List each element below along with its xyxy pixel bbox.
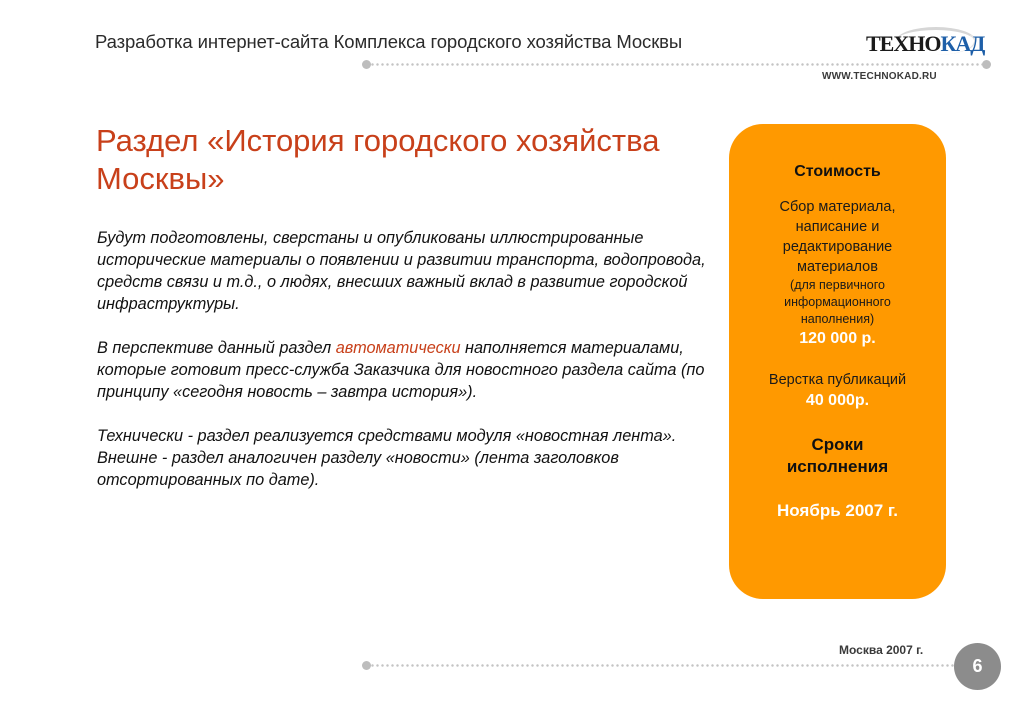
paragraph-perspective xyxy=(97,337,707,403)
cost-item-note: информационного xyxy=(784,295,891,309)
cost-item-description: Верстка публикаций xyxy=(768,372,907,388)
cost-item-description: Сбор материала, xyxy=(779,199,896,215)
deadline-heading: исполнения xyxy=(786,457,889,476)
section-title: Раздел «История городского хозяйства Москвы» xyxy=(96,123,660,196)
paragraph-text: В перспективе данный раздел xyxy=(97,339,336,357)
site-url: WWW.TECHNOKAD.RU xyxy=(822,71,937,82)
logo-part-kad: КАД xyxy=(940,31,985,56)
presentation-title: Разработка интернет-сайта Комплекса городского хозяйства Москвы xyxy=(95,31,683,52)
footer-city-year: Москва 2007 г. xyxy=(839,643,924,657)
accent-word: автоматически xyxy=(335,339,461,357)
deadline-value: Ноябрь 2007 г. xyxy=(776,501,899,520)
paragraph-text: наполняется материалами, которые готовит пресс-служба Заказчика для новостного раздела сайта (по принципу «сегодня новость – завтра история»). xyxy=(97,339,705,401)
cost-item-description: написание и xyxy=(795,219,880,235)
cost-item-note: (для первичного xyxy=(790,278,885,292)
cost-item-description: материалов xyxy=(797,259,878,275)
header-divider xyxy=(370,63,982,66)
cost-item-note: наполнения) xyxy=(800,312,875,326)
cost-card xyxy=(729,124,946,599)
deadline-heading: Сроки xyxy=(811,435,864,454)
logo-text xyxy=(866,31,984,57)
divider-dot xyxy=(982,60,991,69)
cost-heading: Стоимость xyxy=(794,163,881,180)
cost-item-description: редактирование xyxy=(782,239,893,255)
technokad-logo xyxy=(862,27,985,57)
footer-divider xyxy=(370,664,960,667)
section-content xyxy=(97,227,707,513)
paragraph-technical: Технически - раздел реализуется средствами модуля «новостная лента». Внешне - раздел аналогичен разделу «новости» (лента заголовков отсортированных по дате). xyxy=(97,427,677,489)
page-number-badge xyxy=(954,643,1001,690)
page-number: 6 xyxy=(972,656,983,676)
cost-item-price: 40 000р. xyxy=(805,392,870,409)
logo-part-techno: ТЕХНО xyxy=(866,31,941,56)
paragraph-description: Будут подготовлены, сверстаны и опубликованы иллюстрированные исторические материалы о появлении и развитии транспорта, водопровода, средств связи и т.д., о людях, внесших важный вклад в развитие городской инфраструктуры. xyxy=(97,229,706,313)
cost-item-price: 120 000 р. xyxy=(799,330,876,347)
